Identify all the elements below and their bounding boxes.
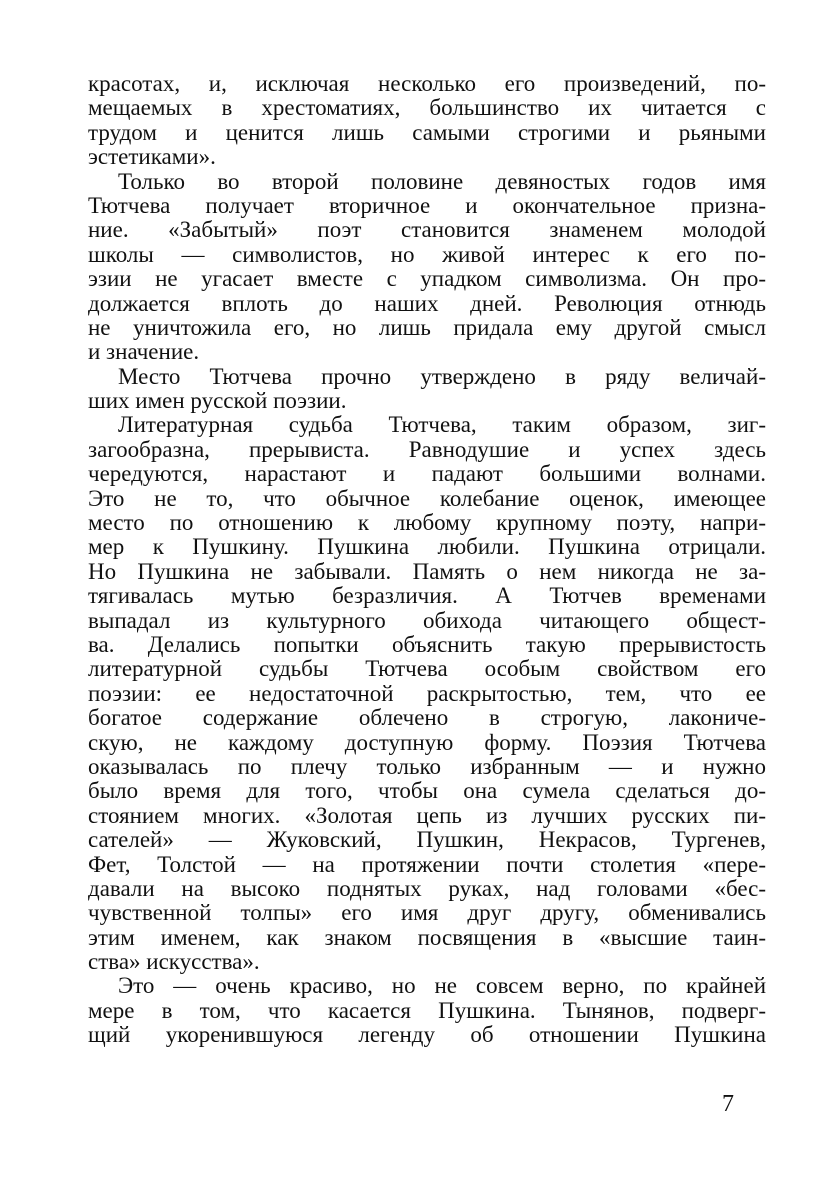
text-line: поэзии: ее недостаточной раскрытостью, тем, что ее — [88, 680, 766, 706]
text-line: мещаемых в хрестоматиях, большинство их читается с — [88, 95, 766, 121]
text-line: Это — очень красиво, но не совсем верно, по крайней — [118, 973, 766, 999]
text-line: этим именем, как знаком посвящения в «высшие таин- — [88, 924, 766, 950]
text-line: щий укоренившуюся легенду об отношении Пушкина — [88, 1022, 766, 1048]
text-line: чувственной толпы» его имя друг другу, обменивались — [88, 900, 766, 926]
text-line: мер к Пушкину. Пушкина любили. Пушкина отрицали. — [88, 534, 766, 560]
text-line: трудом и ценится лишь самыми строгими и рьяными — [88, 119, 766, 145]
text-line: Но Пушкина не забывали. Память о нем никогда не за- — [88, 558, 766, 584]
text-line: мере в том, что касается Пушкина. Тынянов, подверг- — [88, 997, 766, 1023]
text-line: Фет, Толстой — на протяжении почти столетия «пере- — [88, 851, 766, 877]
text-line: загообразна, прерывиста. Равнодушие и успех здесь — [88, 436, 766, 462]
text-line: не уничтожила его, но лишь придала ему другой смысл — [88, 314, 766, 340]
text-line: и значение. — [88, 339, 200, 365]
text-line: должается вплоть до наших дней. Революция отнюдь — [88, 290, 766, 316]
text-line: выпадал из культурного обихода читающего общест- — [88, 607, 766, 633]
text-line: оказывалась по плечу только избранным — и нужно — [88, 753, 766, 779]
text-line: сателей» — Жуковский, Пушкин, Некрасов, Тургенев, — [88, 827, 766, 853]
text-line: Только во второй половине девяностых годов имя — [118, 168, 766, 194]
text-line: скую, не каждому доступную форму. Поэзия Тютчева — [88, 729, 766, 755]
text-line: эстетиками». — [88, 144, 216, 170]
text-line: стоянием многих. «Золотая цепь из лучших русских пи- — [88, 802, 766, 828]
body-text — [88, 72, 766, 1048]
page-number: 7 — [722, 1091, 734, 1117]
text-line: ние. «Забытый» поэт становится знаменем молодой — [88, 217, 766, 243]
text-line: Это не то, что обычное колебание оценок, имеющее — [88, 485, 766, 511]
text-line: школы — символистов, но живой интерес к его по- — [88, 241, 766, 267]
text-line: место по отношению к любому крупному поэту, напри- — [88, 510, 766, 536]
text-line: ших имен русской поэзии. — [88, 388, 347, 414]
text-line: было время для того, чтобы она сумела сделаться до- — [88, 778, 766, 804]
text-line: богатое содержание облечено в строгую, лакониче- — [88, 705, 766, 731]
text-line: тягивалась мутью безразличия. А Тютчев временами — [88, 583, 766, 609]
text-line: Тютчева получает вторичное и окончательное призна- — [88, 192, 766, 218]
text-line: ва. Делались попытки объяснить такую прерывистость — [88, 631, 766, 657]
text-line: давали на высоко поднятых руках, над головами «бес- — [88, 875, 766, 901]
text-line: литературной судьбы Тютчева особым свойством его — [88, 656, 766, 682]
text-line: чередуются, нарастают и падают большими волнами. — [88, 461, 766, 487]
text-line: эзии не угасает вместе с упадком символизма. Он про- — [88, 266, 766, 292]
text-line: ства» искусства». — [88, 949, 260, 975]
text-line: красотах, и, исключая несколько его произведений, по- — [88, 71, 766, 96]
text-line: Литературная судьба Тютчева, таким образом, зиг- — [118, 412, 766, 438]
text-line: Место Тютчева прочно утверждено в ряду величай- — [118, 363, 766, 389]
